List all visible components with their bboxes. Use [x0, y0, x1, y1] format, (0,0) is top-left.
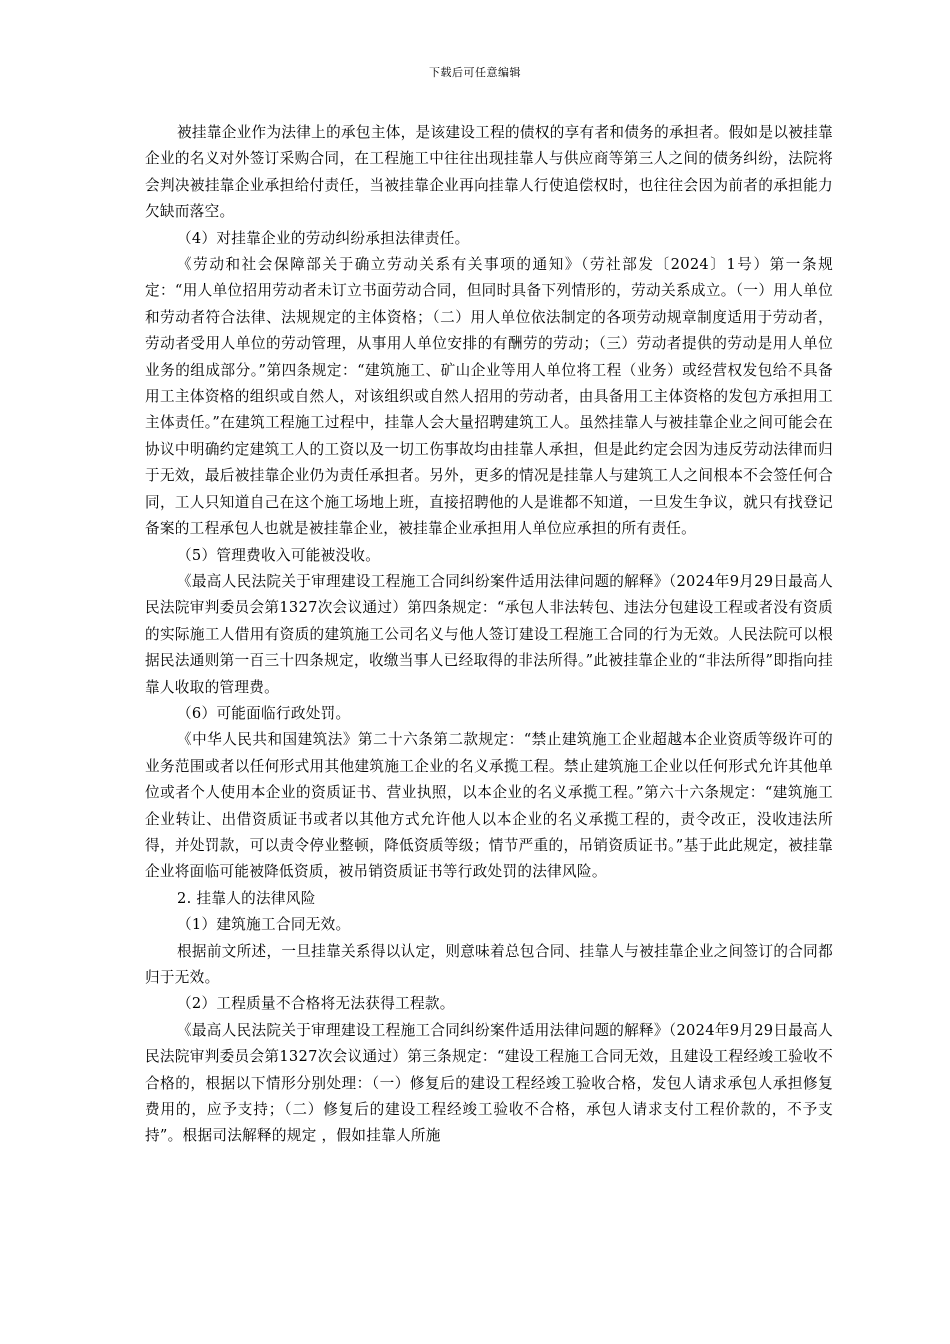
paragraph: 被挂靠企业作为法律上的承包主体，是该建设工程的债权的享有者和债务的承担者。假如是以被挂靠企业的名义对外签订采购合同，在工程施工中往往出现挂靠人与供应商等第三人之间的债务纠纷，法院将会判决被挂靠企业承担给付责任，当被挂靠企业再向挂靠人行使追偿权时，也往往会因为前者的承担能力欠缺而落空。: [145, 124, 833, 221]
paragraph: 根据前文所述，一旦挂靠关系得以认定，则意味着总包合同、挂靠人与被挂靠企业之间签订的合同都归于无效。: [145, 942, 833, 986]
paragraph: （5）管理费收入可能被没收。: [177, 546, 381, 564]
paragraph: （6）可能面临行政处罚。: [177, 704, 351, 722]
page-header: 下载后可任意编辑: [429, 66, 521, 79]
paragraph: 《中华人民共和国建筑法》第二十六条第二款规定：“禁止建筑施工企业超越本企业资质等级许可的业务范围或者以任何形式用其他建筑施工企业的名义承揽工程。禁止建筑施工企业以任何形式允许其他单位或者个人使用本企业的资质证书、营业执照，以本企业的名义承揽工程。”第六十六条规定：“建筑施工企业转让、出借资质证书或者以其他方式允许他人以本企业的名义承揽工程的，责令改正，没收违法所得，并处罚款，可以责令停业整顿，降低资质等级；情节严重的，吊销资质证书。”基于此此规定，被挂靠企业将面临可能被降低资质，被吊销资质证书等行政处罚的法律风险。: [145, 731, 833, 881]
paragraph: （2）工程质量不合格将无法获得工程款。: [177, 995, 455, 1013]
paragraph: （1）建筑施工合同无效。: [177, 916, 351, 934]
paragraph: 《劳动和社会保障部关于确立劳动关系有关事项的通知》（劳社部发〔2024〕1号）第一条规定：“用人单位招用劳动者未订立书面劳动合同，但同时具备下列情形的，劳动关系成立。（一）用人单位和劳动者符合法律、法规规定的主体资格；（二）用人单位依法制定的各项劳动规章制度适用于劳动者，劳动者受用人单位的劳动管理，从事用人单位安排的有酬劳的劳动；（三）劳动者提供的劳动是用人单位业务的组成部分。”第四条规定：“建筑施工、矿山企业等用人单位将工程（业务）或经营权发包给不具备用工主体资格的组织或自然人，对该组织或自然人招用的劳动者，由具备用工主体资格的发包方承担用工主体责任。”在建筑工程施工过程中，挂靠人会大量招聘建筑工人。虽然挂靠人与被挂靠企业之间可能会在协议中明确约定建筑工人的工资以及一切工伤事故均由挂靠人承担，但是此约定会因为违反劳动法律而归于无效，最后被挂靠企业仍为责任承担者。另外，更多的情况是挂靠人与建筑工人之间根本不会签任何合同，工人只知道自己在这个施工场地上班，直接招聘他的人是谁都不知道，一旦发生争议，就只有找登记备案的工程承包人也就是被挂靠企业，被挂靠企业承担用人单位应承担的所有责任。: [145, 256, 833, 538]
document-body: [145, 120, 833, 1150]
paragraph: 《最高人民法院关于审理建设工程施工合同纠纷案件适用法律问题的解释》（2024年9月29日最高人民法院审判委员会第1327次会议通过）第四条规定：“承包人非法转包、违法分包建设工程或者没有资质的实际施工人借用有资质的建筑施工公司名义与他人签订建设工程施工合同的行为无效。人民法院可以根据民法通则第一百三十四条规定，收缴当事人已经取得的非法所得。”此被挂靠企业的“非法所得”即指向挂靠人收取的管理费。: [145, 572, 833, 696]
section-heading: 2. 挂靠人的法律风险: [177, 889, 316, 907]
paragraph: 《最高人民法院关于审理建设工程施工合同纠纷案件适用法律问题的解释》（2024年9月29日最高人民法院审判委员会第1327次会议通过）第三条规定：“建设工程施工合同无效，且建设工程经竣工验收不合格的，根据以下情形分别处理：（一）修复后的建设工程经竣工验收合格，发包人请求承包人承担修复费用的，应予支持；（二）修复后的建设工程经竣工验收不合格，承包人请求支付工程价款的，不予支持”。根据司法解释的规定 ，假如挂靠人所施: [145, 1021, 833, 1145]
paragraph: （4）对挂靠企业的劳动纠纷承担法律责任。: [177, 229, 470, 247]
